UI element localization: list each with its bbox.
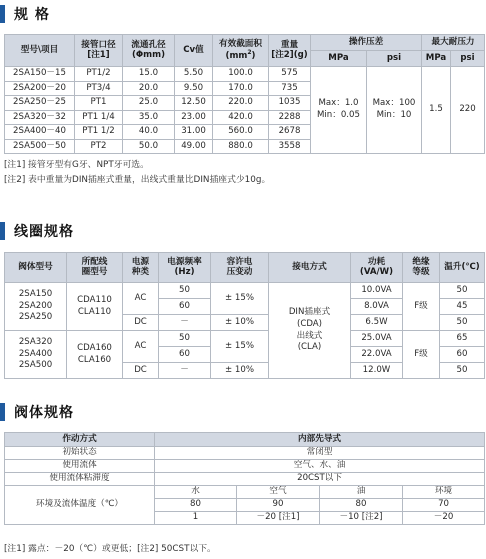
header-cv: Cv值 [175, 35, 213, 67]
env-temp-label: 环境及流体温度（℃） [5, 486, 155, 525]
valve-footnote: [注1] 露点：－20（℃）或更低；[注2] 50CST以下。 [4, 544, 216, 554]
table-row: 环境及流体温度（℃） 水 空气 油 环境 [5, 486, 485, 499]
header-actuation: 作动方式 [5, 433, 155, 447]
header-frequency: 电源频率 (Hz) [159, 253, 211, 283]
section-title: 线圈规格 [14, 224, 74, 240]
header-power: 电源 种类 [123, 253, 159, 283]
header-orifice: 流通孔径 (Φmm) [123, 35, 175, 67]
header-pilot: 内部先导式 [155, 433, 485, 447]
section-bar [0, 5, 5, 23]
table-row: DC － ± 10% 6.5W 50 [5, 315, 485, 331]
table-row: 2SA150 2SA200 2SA250 CDA110 CLA110 AC 50 ± 15% DIN插座式 (CDA) 出线式 (CLA) 10.0VA F级 50 [5, 283, 485, 299]
group1-coils: CDA110 CLA110 [67, 283, 123, 331]
header-mpa: MPa [311, 51, 367, 67]
table-row: 2SA320 2SA400 2SA500 CDA160 CLA160 AC 50 ± 15% 25.0VA F级 65 [5, 331, 485, 347]
pressure-psi-cell: Max：100 Min：10 [367, 67, 422, 154]
table-row: 2SA400－40 PT1 1/2 40.0 31.00 560.0 2678 [5, 125, 485, 140]
table-row: 1 －20 [注1] －10 [注2] －20 [5, 512, 485, 525]
max-mpa-cell: 1.5 [422, 67, 451, 154]
header-port: 接管口径 [注1] [75, 35, 123, 67]
section-title: 阀体规格 [14, 405, 74, 421]
connection-cell: DIN插座式 (CDA) 出线式 (CLA) [269, 283, 351, 379]
header-valve-model: 阀体型号 [5, 253, 67, 283]
header-psi-max: psi [451, 51, 485, 67]
table-row: 80 90 80 70 [5, 499, 485, 512]
header-psi: psi [367, 51, 422, 67]
header-max-pressure: 最大耐压力 [422, 35, 485, 51]
pressure-mpa-cell: Max：1.0 Min：0.05 [311, 67, 367, 154]
table-row: 60 8.0VA 45 [5, 299, 485, 315]
header-insulation: 绝缘 等级 [403, 253, 440, 283]
section-bar [0, 403, 5, 421]
header-pressure: 操作压差 [311, 35, 422, 51]
table-row: 使用流体粘滞度 20CST以下 [5, 473, 485, 486]
spec-note-1: [注1] 接管牙型有G牙、NPT牙可选。 [4, 160, 149, 170]
valve-section-header [0, 401, 74, 423]
table-row: 2SA200－20 PT3/4 20.0 9.50 170.0 735 [5, 81, 485, 96]
coil-section-header [0, 220, 74, 242]
header-temp-rise: 温升(℃) [440, 253, 485, 283]
table-row: 2SA320－32 PT1 1/4 35.0 23.00 420.0 2288 [5, 110, 485, 125]
table-row: DC － ± 10% 12.0W 50 [5, 363, 485, 379]
header-model: 型号\项目 [5, 35, 75, 67]
section-bar [0, 222, 5, 240]
section-title: 规 格 [14, 7, 50, 23]
group2-models: 2SA320 2SA400 2SA500 [5, 331, 67, 379]
coil-table [4, 252, 485, 379]
max-psi-cell: 220 [451, 67, 485, 154]
header-mpa-max: MPa [422, 51, 451, 67]
header-weight: 重量 [注2](g) [269, 35, 311, 67]
table-row: 使用流体 空气、水、油 [5, 460, 485, 473]
table-row: 2SA500－50 PT2 50.0 49.00 880.0 3558 [5, 139, 485, 154]
spec-note-2: [注2] 表中重量为DIN插座式重量，出线式重量比DIN插座式少10g。 [4, 175, 271, 185]
spec-table [4, 34, 485, 154]
group1-models: 2SA150 2SA200 2SA250 [5, 283, 67, 331]
table-row: 初始状态 常闭型 [5, 447, 485, 460]
header-coil: 所配线 圈型号 [67, 253, 123, 283]
header-tolerance: 容许电 压变动 [211, 253, 269, 283]
group2-coils: CDA160 CLA160 [67, 331, 123, 379]
header-watt: 功耗 (VA/W) [351, 253, 403, 283]
valve-table [4, 432, 485, 525]
table-row: 2SA150－15 PT1/2 15.0 5.50 100.0 575 Max：1.0 Min：0.05 Max：100 Min：10 1.5 220 [5, 67, 485, 82]
table-row: 2SA250－25 PT1 25.0 12.50 220.0 1035 [5, 96, 485, 111]
table-row: 60 22.0VA 60 [5, 347, 485, 363]
header-area: 有效截面积 $(mm^2)$ [213, 35, 269, 67]
header-connection: 接电方式 [269, 253, 351, 283]
spec-section-header [0, 3, 50, 25]
